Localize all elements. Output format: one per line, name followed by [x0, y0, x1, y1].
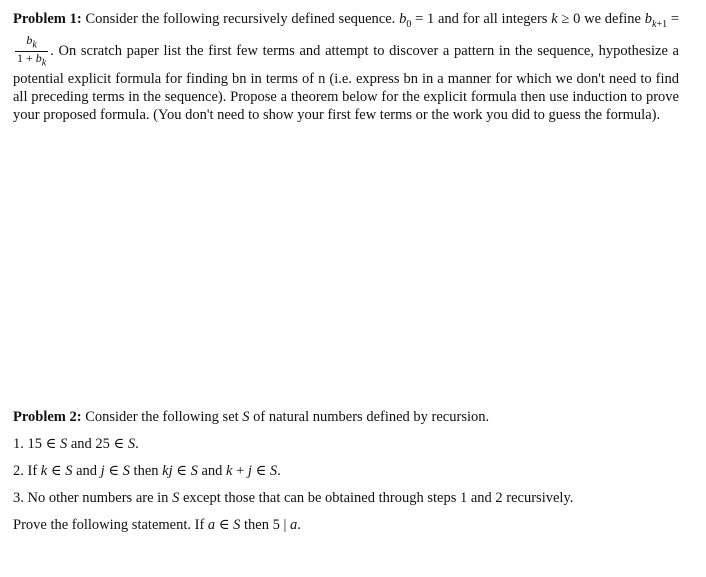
prove-statement: Prove the following statement. If a ∈ S then 5 | a.	[13, 517, 301, 533]
rule-1: 1. 15 ∈ S and 25 ∈ S.	[13, 436, 139, 452]
problem-1-body: On scratch paper list the first few terms and attempt to discover a pattern in the sequence, hypothesize a potential explicit formula for finding bn in terms of n (i.e. express bn in a manner for which we don't need to find all preceding terms in the sequence). Propose a theorem below for the explicit formula then use induction to prove your proposed formula. (You don't need to show your first few terms or the work you did to guess the formula).	[13, 43, 679, 123]
problem-1: Problem 1: Consider the following recursively defined sequence. $b_0 = 1$ and for all integers k ≥ 0 we define $b_{k+1}$ = $\frac{b_k}{1 + b_k}$ . On scratch paper list the first few terms and attempt to discover a pattern in the sequence, hypothesize a potential explicit formula for finding bn in terms of n (i.e. express bn in a manner for which we don't need to find all preceding terms in the sequence). Propose a theorem below for the explicit formula then use induction to prove your proposed formula. (You don't need to show your first few terms or the work you did to guess the formula).	[13, 11, 680, 123]
problem-2-header: Problem 2: Consider the following set S of natural numbers defined by recursion.	[13, 409, 490, 425]
problem-2	[13, 408, 679, 543]
problem-1-base: = 1 and for all integers	[415, 11, 548, 27]
problem-2-title: Problem 2:	[13, 409, 82, 425]
recurrence-fraction: $\frac{b_k}{1 + b_k}$	[17, 32, 47, 69]
rule-3: 3. No other numbers are in S except those that can be obtained through steps 1 and 2 recursively.	[13, 490, 574, 506]
problem-1-define: we define	[584, 11, 641, 27]
problem-1-intro: Consider the following recursively defined sequence.	[85, 11, 396, 27]
problem-1-title: Problem 1:	[13, 11, 82, 27]
rule-2: 2. If k ∈ S and j ∈ S then kj ∈ S and k + j ∈ S.	[13, 463, 281, 479]
